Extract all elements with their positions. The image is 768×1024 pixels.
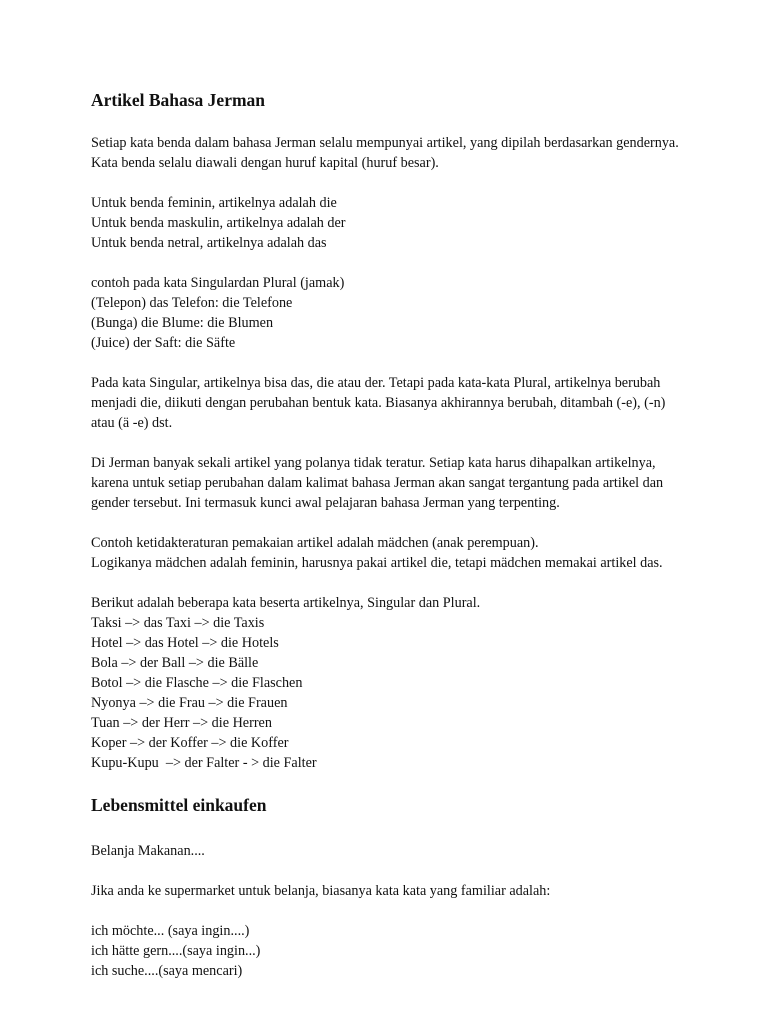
word-article-list [91,593,691,773]
singular-plural-examples [91,273,691,353]
shopping-phrases [91,921,691,981]
gender-line: Untuk benda maskulin, artikelnya adalah der [91,215,346,231]
madchen-line: Contoh ketidakteraturan pemakaian artikel adalah mädchen (anak perempuan). [91,535,539,551]
list-item: Botol –> die Flasche –> die Flaschen [91,675,303,691]
list-item: Nyonya –> die Frau –> die Frauen [91,695,288,711]
example-line: (Telepon) das Telefon: die Telefone [91,295,293,311]
list-item: Tuan –> der Herr –> die Herren [91,715,272,731]
madchen-paragraph [91,533,691,573]
plural-paragraph: Pada kata Singular, artikelnya bisa das, die atau der. Tetapi pada kata-kata Plural, artikelnya berubah menjadi die, diikuti dengan perubahan bentuk kata. Biasanya akhirannya berubah, ditambah (-e), (-n) atau (ä -e) dst. [91,375,666,431]
phrase-line: ich hätte gern....(saya ingin...) [91,943,261,959]
gender-article-list [91,193,691,253]
section-subtitle: Belanja Makanan.... [91,843,205,859]
example-line: (Bunga) die Blume: die Blumen [91,315,274,331]
section-title: Lebensmittel einkaufen [91,795,267,815]
gender-line: Untuk benda feminin, artikelnya adalah die [91,195,337,211]
intro-paragraph: Setiap kata benda dalam bahasa Jerman selalu mempunyai artikel, yang dipilah berdasarkan gendernya. Kata benda selalu diawali dengan huruf kapital (huruf besar). [91,135,679,171]
list-item: Kupu-Kupu –> der Falter - > die Falter [91,755,317,771]
section-title: Artikel Bahasa Jerman [91,90,266,110]
document-page [91,88,691,981]
list-item: Berikut adalah beberapa kata beserta artikelnya, Singular dan Plural. [91,595,481,611]
list-item: Taksi –> das Taxi –> die Taxis [91,615,265,631]
gender-line: Untuk benda netral, artikelnya adalah das [91,235,327,251]
irregular-paragraph: Di Jerman banyak sekali artikel yang polanya tidak teratur. Setiap kata harus dihapalkan artikelnya, karena untuk setiap perubahan dalam kalimat bahasa Jerman akan sangat tergantung pada artikel dan gender tersebut. Ini termasuk kunci awal pelajaran bahasa Jerman yang terpenting. [91,455,664,511]
phrase-line: ich möchte... (saya ingin....) [91,923,250,939]
list-item: Bola –> der Ball –> die Bälle [91,655,259,671]
shopping-intro: Jika anda ke supermarket untuk belanja, biasanya kata kata yang familiar adalah: [91,883,551,899]
list-item: Hotel –> das Hotel –> die Hotels [91,635,279,651]
example-line: (Juice) der Saft: die Säfte [91,335,236,351]
madchen-line: Logikanya mädchen adalah feminin, harusnya pakai artikel die, tetapi mädchen memakai artikel das. [91,555,663,571]
list-item: Koper –> der Koffer –> die Koffer [91,735,289,751]
example-line: contoh pada kata Singulardan Plural (jamak) [91,275,345,291]
phrase-line: ich suche....(saya mencari) [91,963,243,979]
